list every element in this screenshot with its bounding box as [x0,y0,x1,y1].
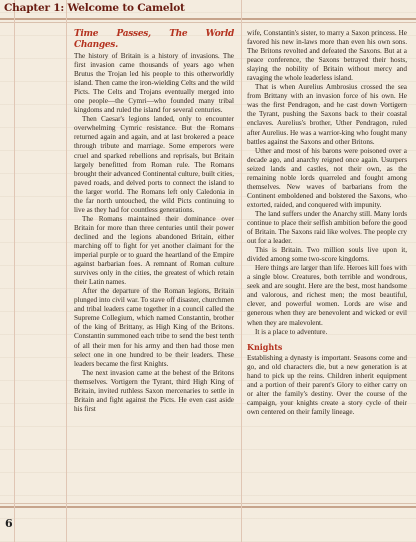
paragraph: The Romans maintained their dominance over Britain for more than three centuries until their power declined and the legions abandoned Britain, either marching off to fight for yet another claimant for the imperial purple or to guard the heartland of the Empire against barbarian foes. A remnant of Roman culture survives only in the cities, the greatest of which retain their Latin names. [74,214,234,287]
paragraph: Establishing a dynasty is important. Seasons come and go, and old characters die, but a new generation is at hand to pick up the reins. Children inherit equipment and a portion of their parent's Glory to either carry on or alter the family's destiny. Over the course of the campaign, your knights create a story cycle of their own centered on their family lineage. [247,353,407,416]
paragraph: That is when Aurelius Ambrosius crossed the sea from Brittany with an invasion force of his own. He was the first Pendragon, and he cast down Vortigern the Tyrant, pushing the Saxons back to their coastal enclaves. Aurelius's brother, Uther Pendragon, ruled after Aurelius. He was a warrior-king who fought many battles against the Saxons and other Britons. [247,83,407,146]
gutter-rule [241,0,242,542]
paragraph: The history of Britain is a history of invasions. The first invasion came thousands of years ago when Brutus the Trojan led his people to this otherworldly island. Then came the iron-wielding Celts and the wild Picts. The Celts and Trojans eventually merged into one people—the Cymri—who founded many tribal kingdoms and ruled the island for several centuries. [74,52,234,115]
margin-rule [14,0,15,542]
paragraph: wife, Constantin's sister, to marry a Saxon princess. He favored his new in-laws more than even his own sons. The Britons revolted and defeated the Saxons. But at a peace conference, the Saxons betrayed their hosts, slaying the nobility of Britain without mercy and ravaging the whole leaderless island. [247,29,407,83]
paragraph: Here things are larger than life. Heroes kill foes with a single blow. Creatures, both terrible and wondrous, seek and are sought. Here are the best, most handsome and valorous, and richest men; the most beautiful, clever, and powerful women. Lords are wise and generous when they are benevolent and wicked or evil when they are malevolent. [247,264,407,327]
paragraph: This is Britain. Two million souls live upon it, divided among some two-score kingdoms. [247,246,407,264]
bottom-frame-line-thin [0,503,416,504]
paragraph: The next invasion came at the behest of the Britons themselves. Vortigern the Tyrant, third High King of Britain, invited ruthless Saxon mercenaries to settle in Britain and fight against the Picts. He even cast aside his first [74,368,234,413]
left-column [74,29,234,414]
paragraph: After the departure of the Roman legions, Britain plunged into civil war. To stave off disaster, churchmen and tribal leaders came together in a council called the Supreme Collegium, which named Constantin, brother of the king of Brittany, as High King of the Britons. Constantin summoned each tribe to send the best tenth of all their men for his army and then had those men select one in one hundred to be their leaders. These leaders became the first Knights. [74,287,234,368]
chapter-title: Chapter 1: Welcome to Camelot [4,2,185,14]
top-frame-line [0,18,416,20]
paragraph: Uther and most of his barons were poisoned over a decade ago, and anarchy reigned once again. Usurpers seized lands and castles, not their own, as the remaining noble lords quarreled and fought among themselves. New waves of barbarians from the Continent emboldened and bolstered the Saxons, who extorted, raided, and conquered with impunity. [247,146,407,209]
paragraph: Then Caesar's legions landed, only to encounter overwhelming Cymric resistance. But the Romans returned again and again, and at last brokered a peace through tribute and marriage. Some emperors were cruel and sparked rebellions and reprisals, but Britain largely benefitted from Roman rule. The Romans brought their advanced Continental culture, built cities, paved roads, and delved ports to connect the island to the larger world. The Romans left only Caledonia in the far north untouched, the wild Picts continuing to live as they had for countless generations. [74,115,234,214]
paragraph: The land suffers under the Anarchy still. Many lords continue to place their selfish ambition before the good of Britain. The Saxons raid like wolves. The people cry out for a leader. [247,209,407,246]
page-number: 6 [5,517,13,530]
top-frame-line-thin [0,22,416,23]
right-column [247,29,407,417]
paragraph: It is a place to adventure. [255,327,328,336]
section-heading: Time Passes, The World Changes. [74,29,234,50]
bottom-frame-line [0,506,416,508]
margin-rule [66,0,67,542]
subsection-heading: Knights [247,341,283,352]
